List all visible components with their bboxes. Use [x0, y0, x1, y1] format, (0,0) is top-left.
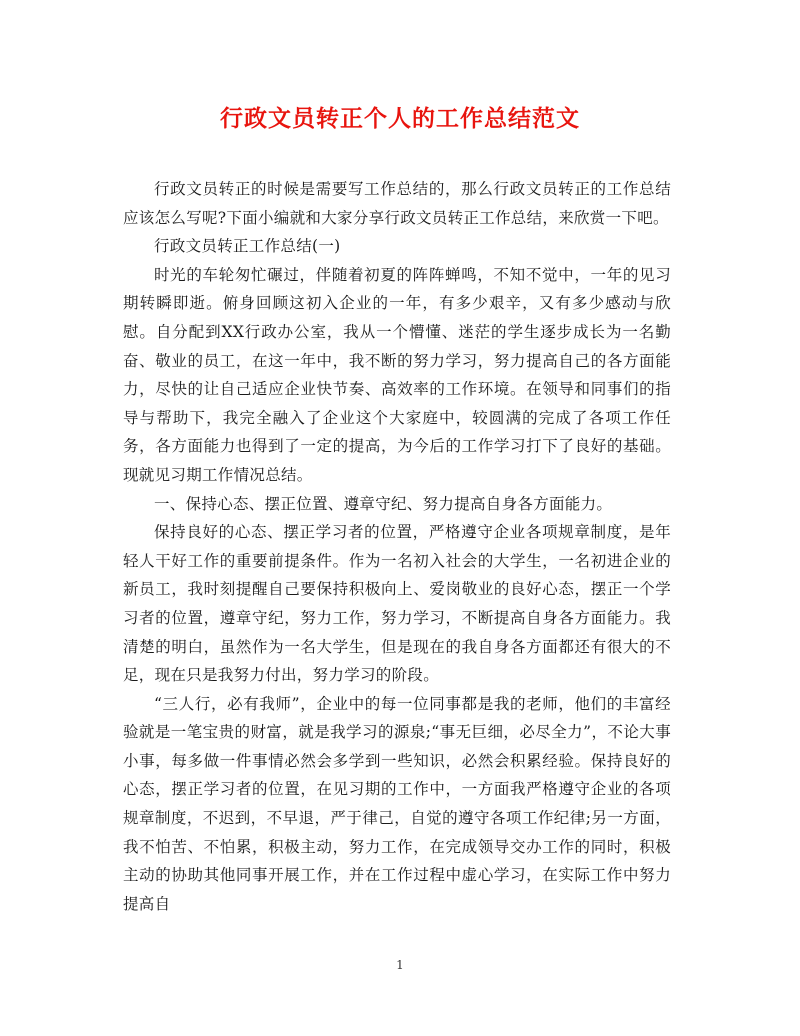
paragraph-learning: “三人行，必有我师”，企业中的每一位同事都是我的老师，他们的丰富经验就是一笔宝贵的财富，就是我学习的源泉;“事无巨细，必尽全力”，不论大事小事，每多做一件事情必然会多学到一些知识，必然会积累经验。保持良好的心态，摆正学习者的位置，在见习期的工作中，一方面我严格遵守企业的各项规章制度，不迟到，不早退，严于律己，自觉的遵守各项工作纪律;另一方面，我不怕苦、不怕累，积极主动，努力工作，在完成领导交办工作的同时，积极主动的协助其他同事开展工作，并在工作过程中虚心学习，在实际工作中努力提高自: [123, 694, 671, 913]
section-heading: 行政文员转正工作总结(一): [154, 237, 341, 256]
paragraph-intro: 行政文员转正的时候是需要写工作总结的，那么行政文员转正的工作总结应该怎么写呢?下面小编就和大家分享行政文员转正工作总结，来欣赏一下吧。: [123, 180, 671, 227]
paragraph-attitude: 保持良好的心态、摆正学习者的位置，严格遵守企业各项规章制度，是年轻人干好工作的重要前提条件。作为一名初入社会的大学生，一名初进企业的新员工，我时刻提醒自己要保持积极向上、爱岗敬业的良好心态，摆正一个学习者的位置，遵章守纪，努力工作，努力学习，不断提高自身各方面能力。我清楚的明白，虽然作为一名大学生，但是现在的我自身各方面都还有很大的不足，现在只是我努力付出，努力学习的阶段。: [123, 523, 671, 685]
paragraph-overview: 时光的车轮匆忙碾过，伴随着初夏的阵阵蝉鸣，不知不觉中，一年的见习期转瞬即逝。俯身回顾这初入企业的一年，有多少艰辛，又有多少感动与欣慰。自分配到XX行政办公室，我从一个懵懂、迷茫的学生逐步成长为一名勤奋、敬业的员工，在这一年中，我不断的努力学习，努力提高自己的各方面能力，尽快的让自己适应企业快节奏、高效率的工作环境。在领导和同事们的指导与帮助下，我完全融入了企业这个大家庭中，较圆满的完成了各项工作任务，各方面能力也得到了一定的提高，为今后的工作学习打下了良好的基础。现就见习期工作情况总结。: [123, 265, 671, 484]
document-body: [123, 175, 671, 918]
page-number: 1: [396, 958, 404, 972]
document-title: 行政文员转正个人的工作总结范文: [220, 105, 580, 132]
subsection-heading: 一、保持心态、摆正位置、遵章守纪、努力提高自身各方面能力。: [154, 494, 613, 513]
